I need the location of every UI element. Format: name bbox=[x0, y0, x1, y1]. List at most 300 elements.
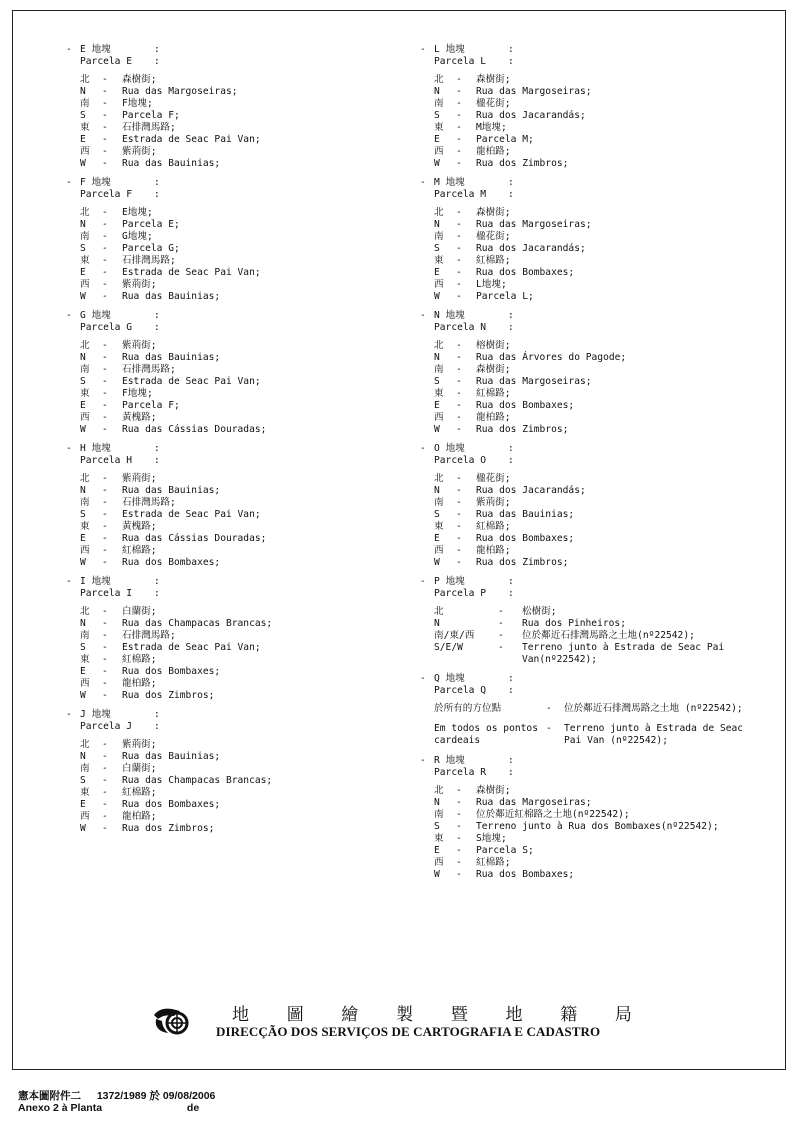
boundary-value: Parcela E; bbox=[122, 219, 180, 230]
boundary-dash: - bbox=[456, 134, 462, 145]
boundary-dash: - bbox=[102, 497, 108, 508]
parcel-pt-label bbox=[434, 56, 508, 68]
footer-zh-date-prefix: 於 bbox=[149, 1090, 160, 1102]
boundary-direction: 東 bbox=[434, 388, 444, 399]
heading-colon: : bbox=[154, 588, 160, 599]
boundary-direction: S bbox=[80, 110, 86, 121]
boundary-direction: 南 bbox=[80, 364, 90, 375]
boundary-dash: - bbox=[456, 809, 462, 820]
heading-colon: : bbox=[154, 455, 160, 466]
heading-colon: : bbox=[154, 177, 160, 188]
boundary-row bbox=[80, 340, 386, 352]
boundary-value: Rua das Bauinias; bbox=[122, 751, 221, 762]
boundary-direction: 東 bbox=[434, 521, 444, 532]
boundary-value: 楹花街; bbox=[476, 98, 511, 109]
parcel-pt-label bbox=[80, 588, 154, 600]
boundary-row bbox=[434, 134, 765, 146]
boundary-row bbox=[434, 833, 765, 845]
boundary-direction: 東 bbox=[80, 654, 90, 665]
footer-plan-number: 1372/1989 bbox=[96, 1090, 147, 1102]
boundary-direction: 南 bbox=[434, 231, 444, 242]
boundary-value: 石排灣馬路; bbox=[122, 630, 176, 641]
footer-pt-label: Anexo 2 à Planta bbox=[18, 1102, 103, 1114]
boundary-dash: - bbox=[102, 751, 108, 762]
boundary-row bbox=[434, 785, 765, 797]
boundary-direction: S/E/W bbox=[434, 642, 463, 653]
boundary-value: Estrada de Seac Pai Van; bbox=[122, 642, 261, 653]
boundary-direction: E bbox=[80, 267, 86, 278]
boundary-row bbox=[80, 690, 386, 702]
parcel-heading-zh bbox=[420, 755, 765, 767]
boundary-row bbox=[434, 110, 765, 122]
parcel-code: F bbox=[126, 189, 132, 200]
parcel-pt-word: Parcela bbox=[434, 322, 475, 333]
boundary-direction: 北 bbox=[80, 739, 90, 750]
parcel-heading-zh bbox=[66, 177, 386, 189]
parcel-pt-word: Parcela bbox=[434, 588, 475, 599]
boundary-dash: - bbox=[102, 376, 108, 387]
boundary-direction: N bbox=[80, 618, 86, 629]
boundary-list bbox=[420, 606, 765, 666]
org-zh-char: 籍 bbox=[560, 1005, 578, 1025]
boundary-dash: - bbox=[456, 833, 462, 844]
boundary-dash: - bbox=[102, 352, 108, 363]
org-zh-char: 局 bbox=[614, 1005, 632, 1025]
boundary-value: 森樹街; bbox=[476, 207, 511, 218]
parcel-block-n bbox=[420, 310, 765, 436]
boundary-value: Rua dos Bombaxes; bbox=[122, 799, 221, 810]
boundary-value: 楹花街; bbox=[476, 473, 511, 484]
parcel-code: M bbox=[434, 177, 440, 188]
boundary-row bbox=[80, 521, 386, 533]
boundary-direction: 西 bbox=[80, 678, 90, 689]
parcel-code: G bbox=[126, 322, 132, 333]
boundary-row bbox=[80, 751, 386, 763]
boundary-row bbox=[434, 618, 765, 630]
parcel-heading-zh bbox=[420, 576, 765, 588]
parcel-zh-label bbox=[434, 576, 508, 588]
boundary-value: Rua dos Jacarandás; bbox=[476, 243, 586, 254]
footer-pt-de: de bbox=[186, 1102, 200, 1114]
boundary-row bbox=[434, 545, 765, 557]
boundary-dash: - bbox=[456, 146, 462, 157]
heading-colon: : bbox=[508, 310, 514, 321]
boundary-dash: - bbox=[456, 497, 462, 508]
parcel-pt-word: Parcela bbox=[80, 189, 121, 200]
parcel-zh-word: 地塊 bbox=[445, 755, 465, 766]
parcel-zh-label bbox=[434, 177, 508, 189]
boundary-value: 龍柏路; bbox=[122, 811, 157, 822]
parcel-code: Q bbox=[480, 685, 486, 696]
boundary-dash: - bbox=[102, 98, 108, 109]
boundary-row bbox=[80, 642, 386, 654]
boundary-dash: - bbox=[102, 424, 108, 435]
boundary-value: Rua dos Bombaxes; bbox=[122, 666, 221, 677]
boundary-direction: 西 bbox=[434, 857, 444, 868]
boundary-direction: W bbox=[80, 291, 86, 302]
boundary-row bbox=[80, 146, 386, 158]
boundary-row bbox=[80, 799, 386, 811]
boundary-dash: - bbox=[102, 666, 108, 677]
org-zh-char: 地 bbox=[505, 1005, 523, 1025]
boundary-value: Rua das Cássias Douradas; bbox=[122, 424, 267, 435]
boundary-dash: - bbox=[102, 545, 108, 556]
boundary-dash: - bbox=[456, 785, 462, 796]
parcel-block-r bbox=[420, 755, 765, 881]
boundary-dash: - bbox=[102, 811, 108, 822]
boundary-row bbox=[80, 545, 386, 557]
parcel-heading-zh bbox=[420, 177, 765, 189]
boundary-row bbox=[80, 110, 386, 122]
boundary-row bbox=[434, 412, 765, 424]
boundary-value: M地塊; bbox=[476, 122, 507, 133]
boundary-row bbox=[80, 630, 386, 642]
heading-dash: - bbox=[66, 709, 72, 720]
boundary-dash: - bbox=[456, 352, 462, 363]
boundary-value: 位於鄰近石排灣馬路之土地(nº22542); bbox=[522, 630, 695, 641]
boundary-direction: 北 bbox=[80, 340, 90, 351]
org-zh-char: 製 bbox=[396, 1005, 414, 1025]
parcel-pt-word: Parcela bbox=[434, 56, 475, 67]
boundary-value: 紅棉路; bbox=[476, 255, 511, 266]
boundary-row bbox=[434, 364, 765, 376]
boundary-list bbox=[66, 74, 386, 170]
boundary-row bbox=[434, 267, 765, 279]
boundary-row bbox=[80, 823, 386, 835]
boundary-dash: - bbox=[456, 424, 462, 435]
parcel-heading-zh bbox=[420, 44, 765, 56]
boundary-dash: - bbox=[102, 485, 108, 496]
boundary-row bbox=[434, 388, 765, 400]
boundary-row bbox=[434, 243, 765, 255]
boundary-direction: 西 bbox=[80, 412, 90, 423]
boundary-dash: - bbox=[456, 821, 462, 832]
parcel-zh-label bbox=[80, 44, 154, 56]
boundary-direction: 東 bbox=[434, 833, 444, 844]
heading-dash: - bbox=[66, 177, 72, 188]
boundary-row bbox=[434, 809, 765, 821]
boundary-row bbox=[80, 219, 386, 231]
parcel-block-e bbox=[66, 44, 386, 170]
boundary-direction: S bbox=[80, 509, 86, 520]
boundary-value: Rua das Margoseiras; bbox=[476, 86, 592, 97]
heading-colon: : bbox=[154, 443, 160, 454]
boundary-value: 白蘭街; bbox=[122, 606, 157, 617]
boundary-row bbox=[80, 618, 386, 630]
boundary-direction: 北 bbox=[80, 473, 90, 484]
parcel-pt-word: Parcela bbox=[80, 56, 121, 67]
boundary-value: 龍柏路; bbox=[476, 146, 511, 157]
parcel-heading-pt bbox=[420, 189, 765, 201]
boundary-value: Rua dos Bombaxes; bbox=[476, 533, 575, 544]
boundary-direction: S bbox=[80, 775, 86, 786]
boundary-row bbox=[434, 376, 765, 388]
boundary-dash: - bbox=[498, 630, 504, 641]
boundary-direction: E bbox=[434, 400, 440, 411]
parcel-heading-zh bbox=[66, 576, 386, 588]
boundary-value: Terreno junto à Rua dos Bombaxes(nº22542); bbox=[476, 821, 719, 832]
boundary-dash: - bbox=[102, 618, 108, 629]
boundary-direction: 北 bbox=[434, 785, 444, 796]
parcel-code: J bbox=[126, 721, 132, 732]
parcel-heading-pt bbox=[420, 685, 765, 697]
boundary-direction: 南 bbox=[80, 231, 90, 242]
parcel-zh-label bbox=[80, 709, 154, 721]
boundary-dash: - bbox=[102, 509, 108, 520]
boundary-dash: - bbox=[456, 267, 462, 278]
boundary-direction: N bbox=[80, 86, 86, 97]
boundary-value: Rua dos Pinheiros; bbox=[522, 618, 626, 629]
boundary-direction: 東 bbox=[434, 255, 444, 266]
boundary-value: 紅棉路; bbox=[476, 388, 511, 399]
boundary-dash: - bbox=[102, 823, 108, 834]
boundary-direction: S bbox=[80, 376, 86, 387]
boundary-direction: 北 bbox=[80, 207, 90, 218]
parcel-zh-label bbox=[80, 443, 154, 455]
boundary-value: Terreno junto à Estrada de Seac Pai Van (nº22542); bbox=[564, 723, 744, 746]
boundary-row bbox=[434, 869, 765, 881]
heading-colon: : bbox=[508, 755, 514, 766]
boundary-row bbox=[434, 723, 765, 747]
boundary-direction: E bbox=[80, 400, 86, 411]
boundary-dash: - bbox=[102, 255, 108, 266]
boundary-dash: - bbox=[102, 279, 108, 290]
boundary-dash: - bbox=[102, 110, 108, 121]
heading-colon: : bbox=[508, 767, 514, 778]
parcel-zh-word: 地塊 bbox=[91, 709, 111, 720]
boundary-direction: S bbox=[80, 243, 86, 254]
boundary-direction: W bbox=[434, 557, 440, 568]
parcel-pt-word: Parcela bbox=[434, 767, 475, 778]
boundary-value: Rua das Margoseiras; bbox=[476, 376, 592, 387]
boundary-dash: - bbox=[102, 340, 108, 351]
parcel-heading-pt bbox=[420, 588, 765, 600]
boundary-direction: 北 bbox=[434, 473, 444, 484]
parcel-heading-pt bbox=[420, 455, 765, 467]
boundary-direction: E bbox=[434, 533, 440, 544]
boundary-dash: - bbox=[456, 243, 462, 254]
boundary-row bbox=[80, 473, 386, 485]
boundary-row bbox=[434, 352, 765, 364]
parcel-pt-word: Parcela bbox=[434, 685, 475, 696]
boundary-row bbox=[80, 158, 386, 170]
boundary-dash: - bbox=[456, 388, 462, 399]
boundary-value: E地塊; bbox=[122, 207, 153, 218]
boundary-row bbox=[434, 857, 765, 869]
heading-dash: - bbox=[420, 44, 426, 55]
parcel-zh-word: 地塊 bbox=[91, 310, 111, 321]
boundary-value: 石排灣馬路; bbox=[122, 255, 176, 266]
boundary-list bbox=[66, 473, 386, 569]
boundary-dash: - bbox=[456, 376, 462, 387]
boundary-dash: - bbox=[456, 255, 462, 266]
boundary-direction: 北 bbox=[80, 74, 90, 85]
boundary-direction: 北 bbox=[434, 340, 444, 351]
boundary-direction: 西 bbox=[434, 545, 444, 556]
boundary-dash: - bbox=[456, 340, 462, 351]
parcel-pt-label bbox=[80, 56, 154, 68]
boundary-dash: - bbox=[456, 557, 462, 568]
boundary-dash: - bbox=[456, 845, 462, 856]
heading-colon: : bbox=[508, 56, 514, 67]
boundary-value: 紫荊街; bbox=[476, 497, 511, 508]
boundary-row bbox=[434, 146, 765, 158]
org-zh-char: 暨 bbox=[450, 1005, 468, 1025]
boundary-dash: - bbox=[102, 678, 108, 689]
parcel-pt-label bbox=[434, 455, 508, 467]
boundary-value: L地塊; bbox=[476, 279, 507, 290]
boundary-row bbox=[80, 134, 386, 146]
boundary-direction: 南 bbox=[80, 630, 90, 641]
boundary-dash: - bbox=[456, 797, 462, 808]
boundary-direction: 南 bbox=[434, 364, 444, 375]
boundary-direction: N bbox=[434, 797, 440, 808]
boundary-value: 黃槐路; bbox=[122, 521, 157, 532]
boundary-direction: W bbox=[434, 158, 440, 169]
boundary-row bbox=[80, 388, 386, 400]
parcel-zh-word: 地塊 bbox=[445, 576, 465, 587]
parcel-heading-pt bbox=[420, 767, 765, 779]
boundary-direction: 東 bbox=[80, 787, 90, 798]
boundary-dash: - bbox=[102, 533, 108, 544]
boundary-value: Rua dos Jacarandás; bbox=[476, 110, 586, 121]
boundary-direction: N bbox=[434, 618, 440, 629]
org-zh-char: 地 bbox=[232, 1005, 249, 1025]
heading-colon: : bbox=[508, 588, 514, 599]
parcel-pt-label bbox=[434, 322, 508, 334]
boundary-value: 紅棉路; bbox=[122, 654, 157, 665]
boundary-value: Rua das Margoseiras; bbox=[476, 797, 592, 808]
parcel-block-o bbox=[420, 443, 765, 569]
boundary-direction: 西 bbox=[80, 545, 90, 556]
parcel-block-q bbox=[420, 673, 765, 747]
boundary-direction: 西 bbox=[434, 412, 444, 423]
boundary-row bbox=[80, 376, 386, 388]
boundary-direction: N bbox=[80, 751, 86, 762]
organization-block bbox=[150, 1000, 670, 1050]
boundary-value: 紅棉路; bbox=[476, 857, 511, 868]
boundary-dash: - bbox=[102, 606, 108, 617]
parcel-heading-pt bbox=[66, 189, 386, 201]
boundary-value: F地塊; bbox=[122, 98, 153, 109]
boundary-dash: - bbox=[102, 630, 108, 641]
boundary-direction: 南/東/西 bbox=[434, 630, 475, 641]
boundary-dash: - bbox=[102, 654, 108, 665]
boundary-dash: - bbox=[102, 364, 108, 375]
boundary-value: 石排灣馬路; bbox=[122, 497, 176, 508]
boundary-value: S地塊; bbox=[476, 833, 507, 844]
parcel-block-m bbox=[420, 177, 765, 303]
boundary-direction: 西 bbox=[434, 146, 444, 157]
boundary-value: Rua das Bauinias; bbox=[122, 291, 221, 302]
boundary-value: Rua das Champacas Brancas; bbox=[122, 618, 273, 629]
boundary-value: 位於鄰近石排灣馬路之土地 (nº22542); bbox=[564, 703, 743, 714]
boundary-value: Parcela M; bbox=[476, 134, 534, 145]
parcel-block-h bbox=[66, 443, 386, 569]
boundary-row bbox=[80, 231, 386, 243]
boundary-dash: - bbox=[102, 134, 108, 145]
boundary-row bbox=[434, 797, 765, 809]
boundary-direction: 於所有的方位點 bbox=[434, 703, 502, 714]
boundary-row bbox=[434, 642, 765, 666]
parcel-code: G bbox=[80, 310, 86, 321]
boundary-dash: - bbox=[102, 690, 108, 701]
boundary-row bbox=[434, 291, 765, 303]
heading-colon: : bbox=[508, 673, 514, 684]
boundary-direction: E bbox=[434, 267, 440, 278]
boundary-value: Rua das Bauinias; bbox=[122, 158, 221, 169]
parcel-heading-pt bbox=[420, 322, 765, 334]
boundary-value: Parcela F; bbox=[122, 400, 180, 411]
parcel-code: R bbox=[434, 755, 440, 766]
boundary-direction: N bbox=[434, 86, 440, 97]
boundary-row bbox=[434, 497, 765, 509]
parcel-pt-label bbox=[434, 588, 508, 600]
boundary-row bbox=[80, 412, 386, 424]
parcel-zh-word: 地塊 bbox=[445, 443, 465, 454]
boundary-dash: - bbox=[102, 122, 108, 133]
heading-colon: : bbox=[154, 322, 160, 333]
boundary-dash: - bbox=[102, 158, 108, 169]
boundary-direction: 北 bbox=[434, 606, 444, 617]
boundary-value: 紫荊街; bbox=[122, 739, 157, 750]
parcel-code: R bbox=[480, 767, 486, 778]
boundary-list bbox=[420, 207, 765, 303]
parcel-pt-label bbox=[80, 721, 154, 733]
boundary-row bbox=[434, 207, 765, 219]
parcel-pt-word: Parcela bbox=[80, 322, 121, 333]
boundary-row bbox=[434, 122, 765, 134]
boundary-row bbox=[434, 521, 765, 533]
boundary-row bbox=[80, 352, 386, 364]
parcel-pt-word: Parcela bbox=[80, 721, 121, 732]
footer-date: 09/08/2006 bbox=[162, 1090, 216, 1102]
boundary-value: 龍柏路; bbox=[476, 412, 511, 423]
boundary-row bbox=[434, 400, 765, 412]
boundary-direction: 西 bbox=[80, 279, 90, 290]
boundary-dash: - bbox=[102, 775, 108, 786]
boundary-direction: W bbox=[80, 557, 86, 568]
boundary-direction: W bbox=[80, 823, 86, 834]
org-zh-char: 繪 bbox=[341, 1005, 359, 1025]
boundary-dash: - bbox=[456, 110, 462, 121]
boundary-direction: N bbox=[80, 219, 86, 230]
heading-colon: : bbox=[154, 721, 160, 732]
boundary-value: G地塊; bbox=[122, 231, 153, 242]
boundary-value: 楹花街; bbox=[476, 231, 511, 242]
boundary-dash: - bbox=[102, 243, 108, 254]
dscc-logo-icon bbox=[150, 1005, 196, 1037]
boundary-direction: 南 bbox=[80, 497, 90, 508]
boundary-row bbox=[434, 340, 765, 352]
heading-dash: - bbox=[420, 177, 426, 188]
boundary-row bbox=[434, 821, 765, 833]
boundary-row bbox=[80, 74, 386, 86]
boundary-dash: - bbox=[102, 642, 108, 653]
boundary-direction: E bbox=[434, 845, 440, 856]
boundary-direction: N bbox=[80, 485, 86, 496]
parcel-block-f bbox=[66, 177, 386, 303]
parcel-code: P bbox=[434, 576, 440, 587]
boundary-dash: - bbox=[456, 158, 462, 169]
boundary-row bbox=[80, 811, 386, 823]
boundary-direction: 東 bbox=[80, 388, 90, 399]
parcel-pt-label bbox=[80, 189, 154, 201]
boundary-dash: - bbox=[546, 723, 552, 734]
boundary-direction: S bbox=[80, 642, 86, 653]
boundary-direction: E bbox=[80, 666, 86, 677]
boundary-value: 白蘭街; bbox=[122, 763, 157, 774]
